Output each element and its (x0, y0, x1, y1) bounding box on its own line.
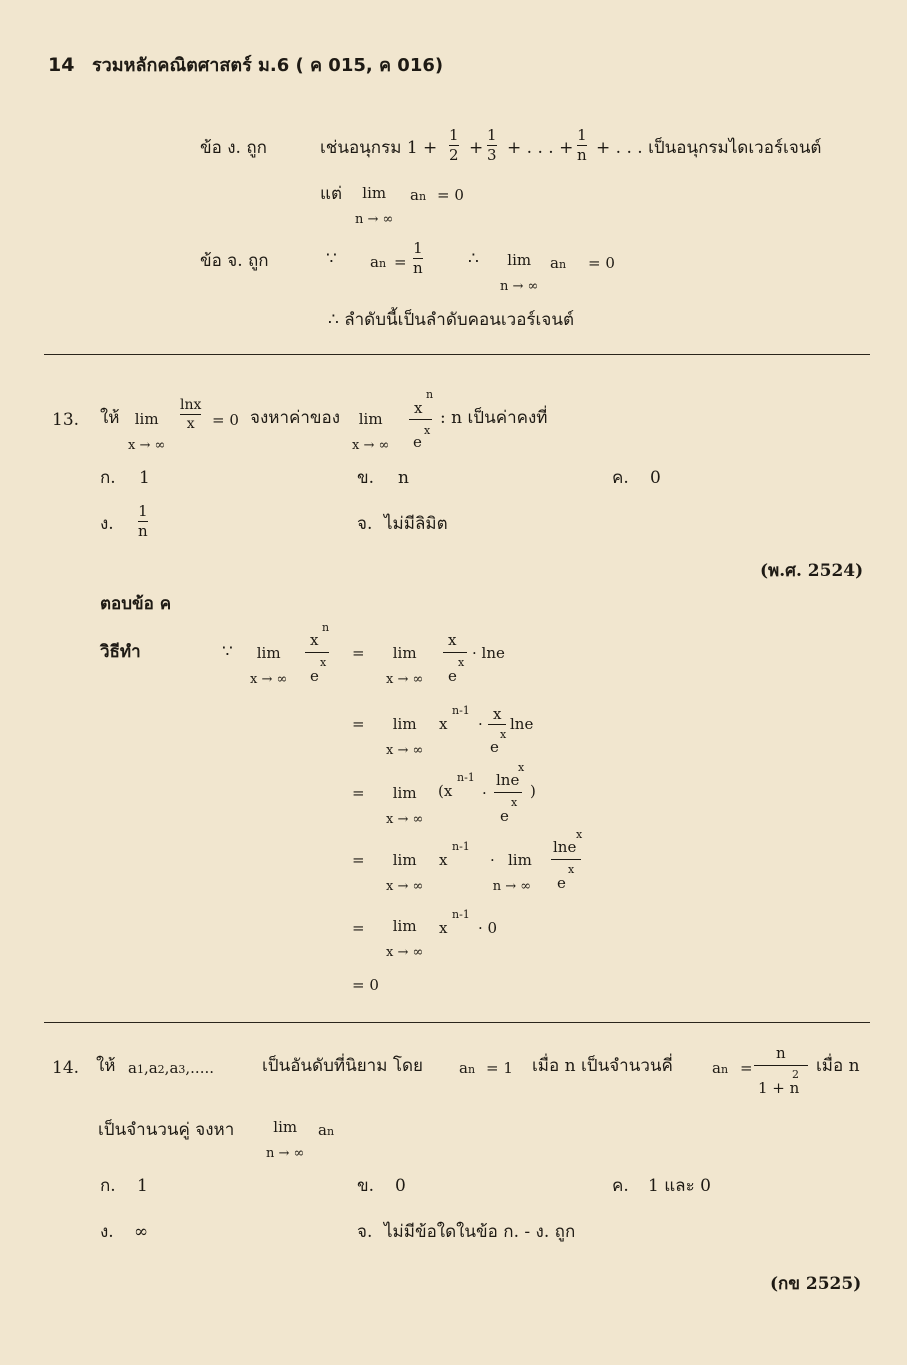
q14-choice-e-label: จ. (357, 1222, 373, 1242)
equals-zero: = 0 (437, 186, 464, 204)
q13-fraction-bar (409, 419, 432, 420)
step2-limit: lim x → ∞ (386, 715, 424, 758)
step3-exp-x-top: x (518, 761, 525, 774)
step1-exp-n: n (322, 621, 330, 634)
conclusion-text: ∴ ลำดับนี้เป็นลำดับคอนเวอร์เจนต์ (328, 310, 574, 330)
q13-lnx-over-x: lnx x (180, 397, 202, 432)
q13-find-text: จงหาค่าของ (250, 408, 341, 428)
fraction-half: 1 2 (449, 126, 459, 164)
step4-equals: = (352, 851, 365, 869)
q14-choice-b-label: ข. (357, 1176, 375, 1196)
series-text: เช่นอนุกรม 1 + (320, 138, 438, 158)
q13-limit: lim x → ∞ (128, 410, 166, 453)
choice-e-label: ข้อ จ. ถูก (200, 251, 269, 271)
step5-exp: n-1 (452, 908, 470, 921)
q13-choice-e-label: จ. (357, 514, 373, 534)
q13-choice-b-label: ข. (357, 468, 375, 488)
step2-exp: n-1 (452, 704, 470, 717)
step5-equals: = (352, 919, 365, 937)
q13-choice-c-label: ค. (612, 468, 629, 488)
step1-limit-2: lim x → ∞ (386, 644, 424, 687)
step2-lne: lne (510, 715, 534, 733)
step1-because: ∵ (222, 642, 233, 662)
q14-equals: = (740, 1059, 753, 1077)
q13-choice-c: 0 (650, 468, 661, 488)
q13-choice-a: 1 (139, 468, 150, 488)
q14-source: (กข 2525) (770, 1274, 862, 1294)
but-text: แต่ (320, 184, 342, 204)
q14-limit-a-n: an (318, 1121, 335, 1139)
q13-equals-zero: = 0 (212, 411, 239, 429)
step4-x: x (439, 851, 448, 869)
limit-n-2: lim n → ∞ (500, 251, 539, 294)
because-symbol: ∵ (326, 249, 337, 269)
series-dots: + . . . + (507, 138, 574, 158)
a-n: an (410, 186, 427, 204)
q14-frac-num: n (776, 1044, 786, 1062)
q13-choice-b: n (398, 468, 409, 488)
step4-limit: lim x → ∞ (386, 851, 424, 894)
page-number: 14 (48, 54, 75, 76)
step2-x: x (439, 715, 448, 733)
step3-dot: · (482, 784, 487, 802)
fraction-one-over-n: 1 n (413, 239, 423, 277)
step4-lne: lne (553, 838, 577, 856)
equals-sign: = (394, 253, 407, 271)
choice-d-label: ข้อ ง. ถูก (200, 138, 267, 158)
q14-choice-a: 1 (137, 1176, 148, 1196)
step4-exp: n-1 (452, 840, 470, 853)
step4-exp-x-top: x (576, 828, 583, 841)
fraction-third: 1 3 (487, 126, 497, 164)
q14-equals-one: = 1 (486, 1059, 513, 1077)
step1-bar (305, 652, 329, 653)
q13-choice-d: 1 n (138, 502, 148, 540)
q14-give: ให้ (96, 1056, 116, 1076)
step1-lne: · lne (472, 644, 505, 662)
q14-frac-den: 1 + n (758, 1079, 800, 1097)
step1-exp-x-2: x (458, 656, 465, 669)
divider-2 (44, 1022, 870, 1023)
step4-e: e (557, 874, 566, 892)
page-title: รวมหลักคณิตศาสตร์ ม.6 ( ค 015, ค 016) (92, 55, 444, 76)
divider-1 (44, 354, 870, 355)
step3-lne: lne (496, 771, 520, 789)
q14-choice-d-label: ง. (100, 1222, 114, 1242)
step4-dot: · (490, 851, 495, 869)
step2-e: e (490, 738, 499, 756)
step1-x-2: x (448, 631, 457, 649)
a-n-eq: an (370, 253, 387, 271)
step3-exp-x: x (511, 796, 518, 809)
q14-a-n: an (459, 1059, 476, 1077)
q13-method-label: วิธีทำ (100, 642, 141, 662)
q14-when-text: เมื่อ n (816, 1056, 860, 1076)
q14-a-n-2: an (712, 1059, 729, 1077)
q14-definition-text: เป็นอันดับที่นิยาม โดย (262, 1056, 423, 1076)
step3-equals: = (352, 784, 365, 802)
step5-limit: lim x → ∞ (386, 917, 424, 960)
q14-odd-text: เมื่อ n เป็นจำนวนคี่ (532, 1056, 673, 1076)
q14-frac-bar (754, 1065, 808, 1066)
q13-exp-x: x (424, 424, 431, 437)
step1-limit: lim x → ∞ (250, 644, 288, 687)
q13-source: (พ.ศ. 2524) (760, 561, 864, 581)
step3-e: e (500, 807, 509, 825)
limit-n: lim n → ∞ (355, 184, 394, 227)
step2-bar (488, 724, 506, 725)
step4-bar (551, 859, 581, 860)
q14-choice-c: 1 และ 0 (648, 1176, 711, 1196)
q14-sequence: a1,a2,a3,..... (128, 1059, 214, 1077)
step6-final: = 0 (352, 976, 379, 994)
step1-e: e (310, 667, 319, 685)
q13-number: 13. (52, 410, 80, 430)
q13-choice-e: ไม่มีลิมิต (384, 514, 448, 534)
q14-limit: lim n → ∞ (266, 1118, 305, 1161)
q13-x-numerator: x (414, 399, 423, 417)
step5-x: x (439, 919, 448, 937)
step2-exp-x: x (500, 728, 507, 741)
q13-give: ให้ (100, 408, 120, 428)
step3-paren-close: ) (530, 782, 536, 800)
q13-exp-n: n (426, 388, 434, 401)
plus-sign: + (469, 138, 484, 158)
q13-e-denominator: e (413, 433, 422, 451)
step5-dot0: · 0 (478, 919, 498, 937)
step1-exp-x: x (320, 656, 327, 669)
q14-number: 14. (52, 1058, 80, 1078)
q13-constant-text: : n เป็นค่าคงที่ (440, 408, 548, 428)
q14-choice-e: ไม่มีข้อใดในข้อ ก. - ง. ถูก (384, 1222, 576, 1242)
q14-choice-d: ∞ (134, 1222, 149, 1242)
q13-choice-a-label: ก. (100, 468, 116, 488)
step1-e-2: e (448, 667, 457, 685)
step1-x: x (310, 631, 319, 649)
a-n-2: an (550, 254, 567, 272)
equals-zero-2: = 0 (588, 254, 615, 272)
q14-choice-b: 0 (395, 1176, 406, 1196)
step2-dot: · (478, 715, 483, 733)
fraction-nth: 1 n (577, 126, 587, 164)
step3-bar (494, 792, 522, 793)
q14-line2-text: เป็นจำนวนคู่ จงหา (98, 1120, 235, 1140)
q14-choice-c-label: ค. (612, 1176, 629, 1196)
series-divergent-text: + . . . เป็นอนุกรมไดเวอร์เจนต์ (596, 138, 822, 158)
step4-exp-x: x (568, 863, 575, 876)
step2-equals: = (352, 715, 365, 733)
step1-equals: = (352, 644, 365, 662)
therefore-symbol: ∴ (468, 249, 479, 269)
q13-limit-2: lim x → ∞ (352, 410, 390, 453)
step3-paren-x: (x (438, 782, 453, 800)
q13-choice-d-label: ง. (100, 514, 114, 534)
step4-limit-n: lim n → ∞ (492, 851, 532, 894)
step3-limit: lim x → ∞ (386, 784, 424, 827)
q14-frac-exp: 2 (792, 1068, 799, 1081)
step1-bar-2 (443, 652, 467, 653)
q14-choice-a-label: ก. (100, 1176, 116, 1196)
step3-exp: n-1 (457, 771, 475, 784)
step2-x-num: x (493, 705, 502, 723)
q13-answer: ตอบข้อ ค (100, 594, 172, 614)
